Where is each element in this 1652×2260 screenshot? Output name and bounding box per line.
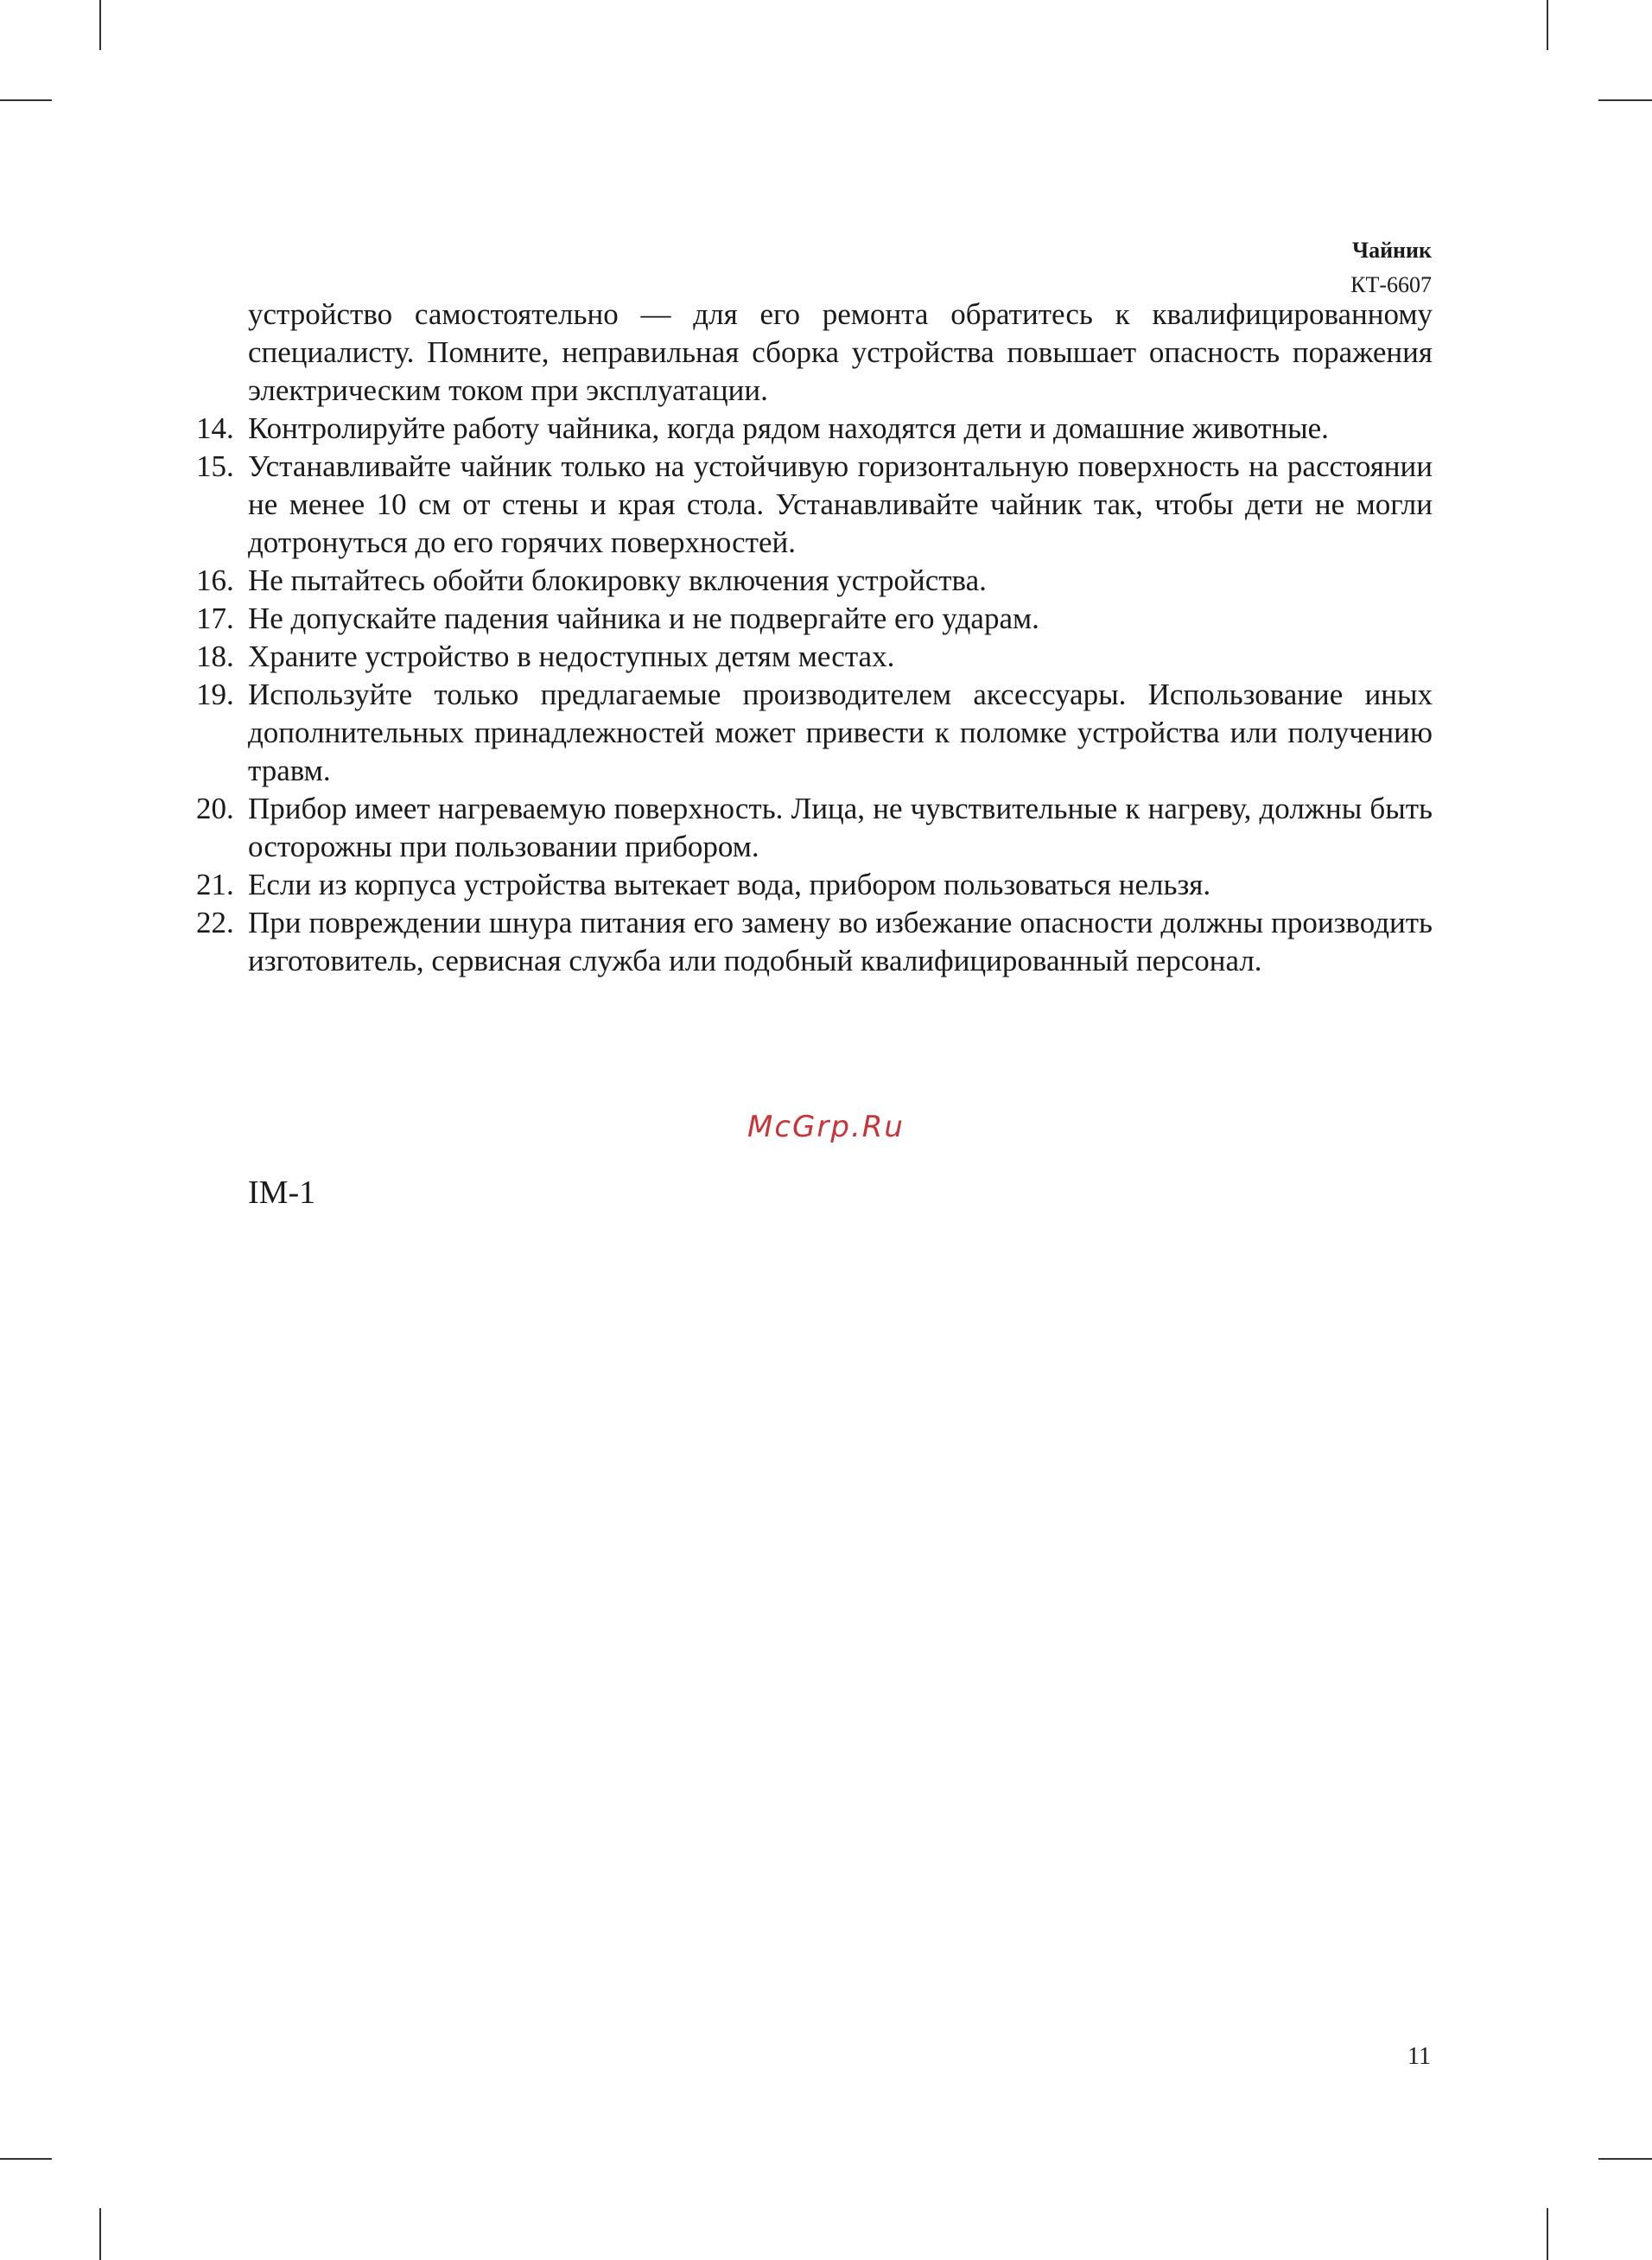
- crop-mark-top-left: [99, 0, 101, 50]
- instructions-body: [196, 296, 1433, 980]
- list-item: [196, 600, 1433, 638]
- item-number: 21.: [196, 868, 234, 901]
- list-item: [196, 562, 1433, 600]
- crop-mark-left-bottom: [0, 2158, 52, 2160]
- item-text: Если из корпуса устройства вытекает вода, прибором пользоваться нельзя.: [248, 868, 1211, 901]
- im-code: IM-1: [248, 1175, 316, 1211]
- item-number: 20.: [196, 792, 234, 825]
- item-text: При повреждении шнура питания его замену во избежание опасности должны производить изготовитель, сервисная служба или подобный квалифицированный персонал.: [248, 906, 1433, 977]
- crop-mark-right-top: [1598, 99, 1652, 101]
- header-title: Чайник: [1351, 238, 1432, 263]
- list-item: [196, 790, 1433, 866]
- item-number: 18.: [196, 640, 234, 673]
- item-number: 14.: [196, 411, 234, 445]
- crop-mark-bottom-right: [1547, 2208, 1548, 2260]
- crop-mark-top-right: [1547, 0, 1548, 50]
- item-text: Прибор имеет нагреваемую поверхность. Лица, не чувствительные к нагреву, должны быть осторожны при пользовании прибором.: [248, 792, 1433, 863]
- item-number: 17.: [196, 602, 234, 635]
- continued-paragraph: устройство самостоятельно — для его ремонта обратитесь к квалифицированному специалисту. Помните, неправильная сборка устройства повышает опасность поражения электрическим током при эксплуатации.: [248, 297, 1433, 407]
- list-item: [196, 676, 1433, 790]
- running-header: [1350, 233, 1432, 302]
- item-number: 22.: [196, 906, 234, 939]
- item-number: 16.: [196, 563, 234, 597]
- crop-mark-right-bottom: [1598, 2158, 1652, 2160]
- item-number: 19.: [196, 678, 234, 711]
- item-text: Контролируйте работу чайника, когда рядом находятся дети и домашние животные.: [248, 411, 1329, 445]
- item-number: 15.: [196, 449, 234, 483]
- list-item: [196, 904, 1433, 980]
- item-text: Устанавливайте чайник только на устойчивую горизонтальную поверхность на расстоянии не менее 10 см от стены и края стола. Устанавливайте чайник так, чтобы дети не могли дотронуться до его горячих поверхностей.: [248, 449, 1433, 559]
- page-number: 11: [1407, 2043, 1431, 2070]
- item-text: Используйте только предлагаемые производителем аксессуары. Использование иных дополнительных принадлежностей может привести к поломке устройства или получению травм.: [248, 678, 1433, 787]
- item-text: Храните устройство в недоступных детям местах.: [248, 640, 895, 673]
- crop-mark-bottom-left: [99, 2208, 101, 2260]
- item-text: Не допускайте падения чайника и не подвергайте его ударам.: [248, 602, 1039, 635]
- item-text: Не пытайтесь обойти блокировку включения устройства.: [248, 563, 987, 597]
- list-item: [196, 410, 1433, 448]
- header-model: КТ-6607: [1350, 272, 1432, 297]
- list-item: [196, 638, 1433, 676]
- safety-list: [196, 410, 1433, 980]
- watermark-text: McGrp.Ru: [747, 1110, 905, 1144]
- crop-mark-left-top: [0, 99, 52, 101]
- list-item: [196, 448, 1433, 562]
- list-item: [196, 866, 1433, 904]
